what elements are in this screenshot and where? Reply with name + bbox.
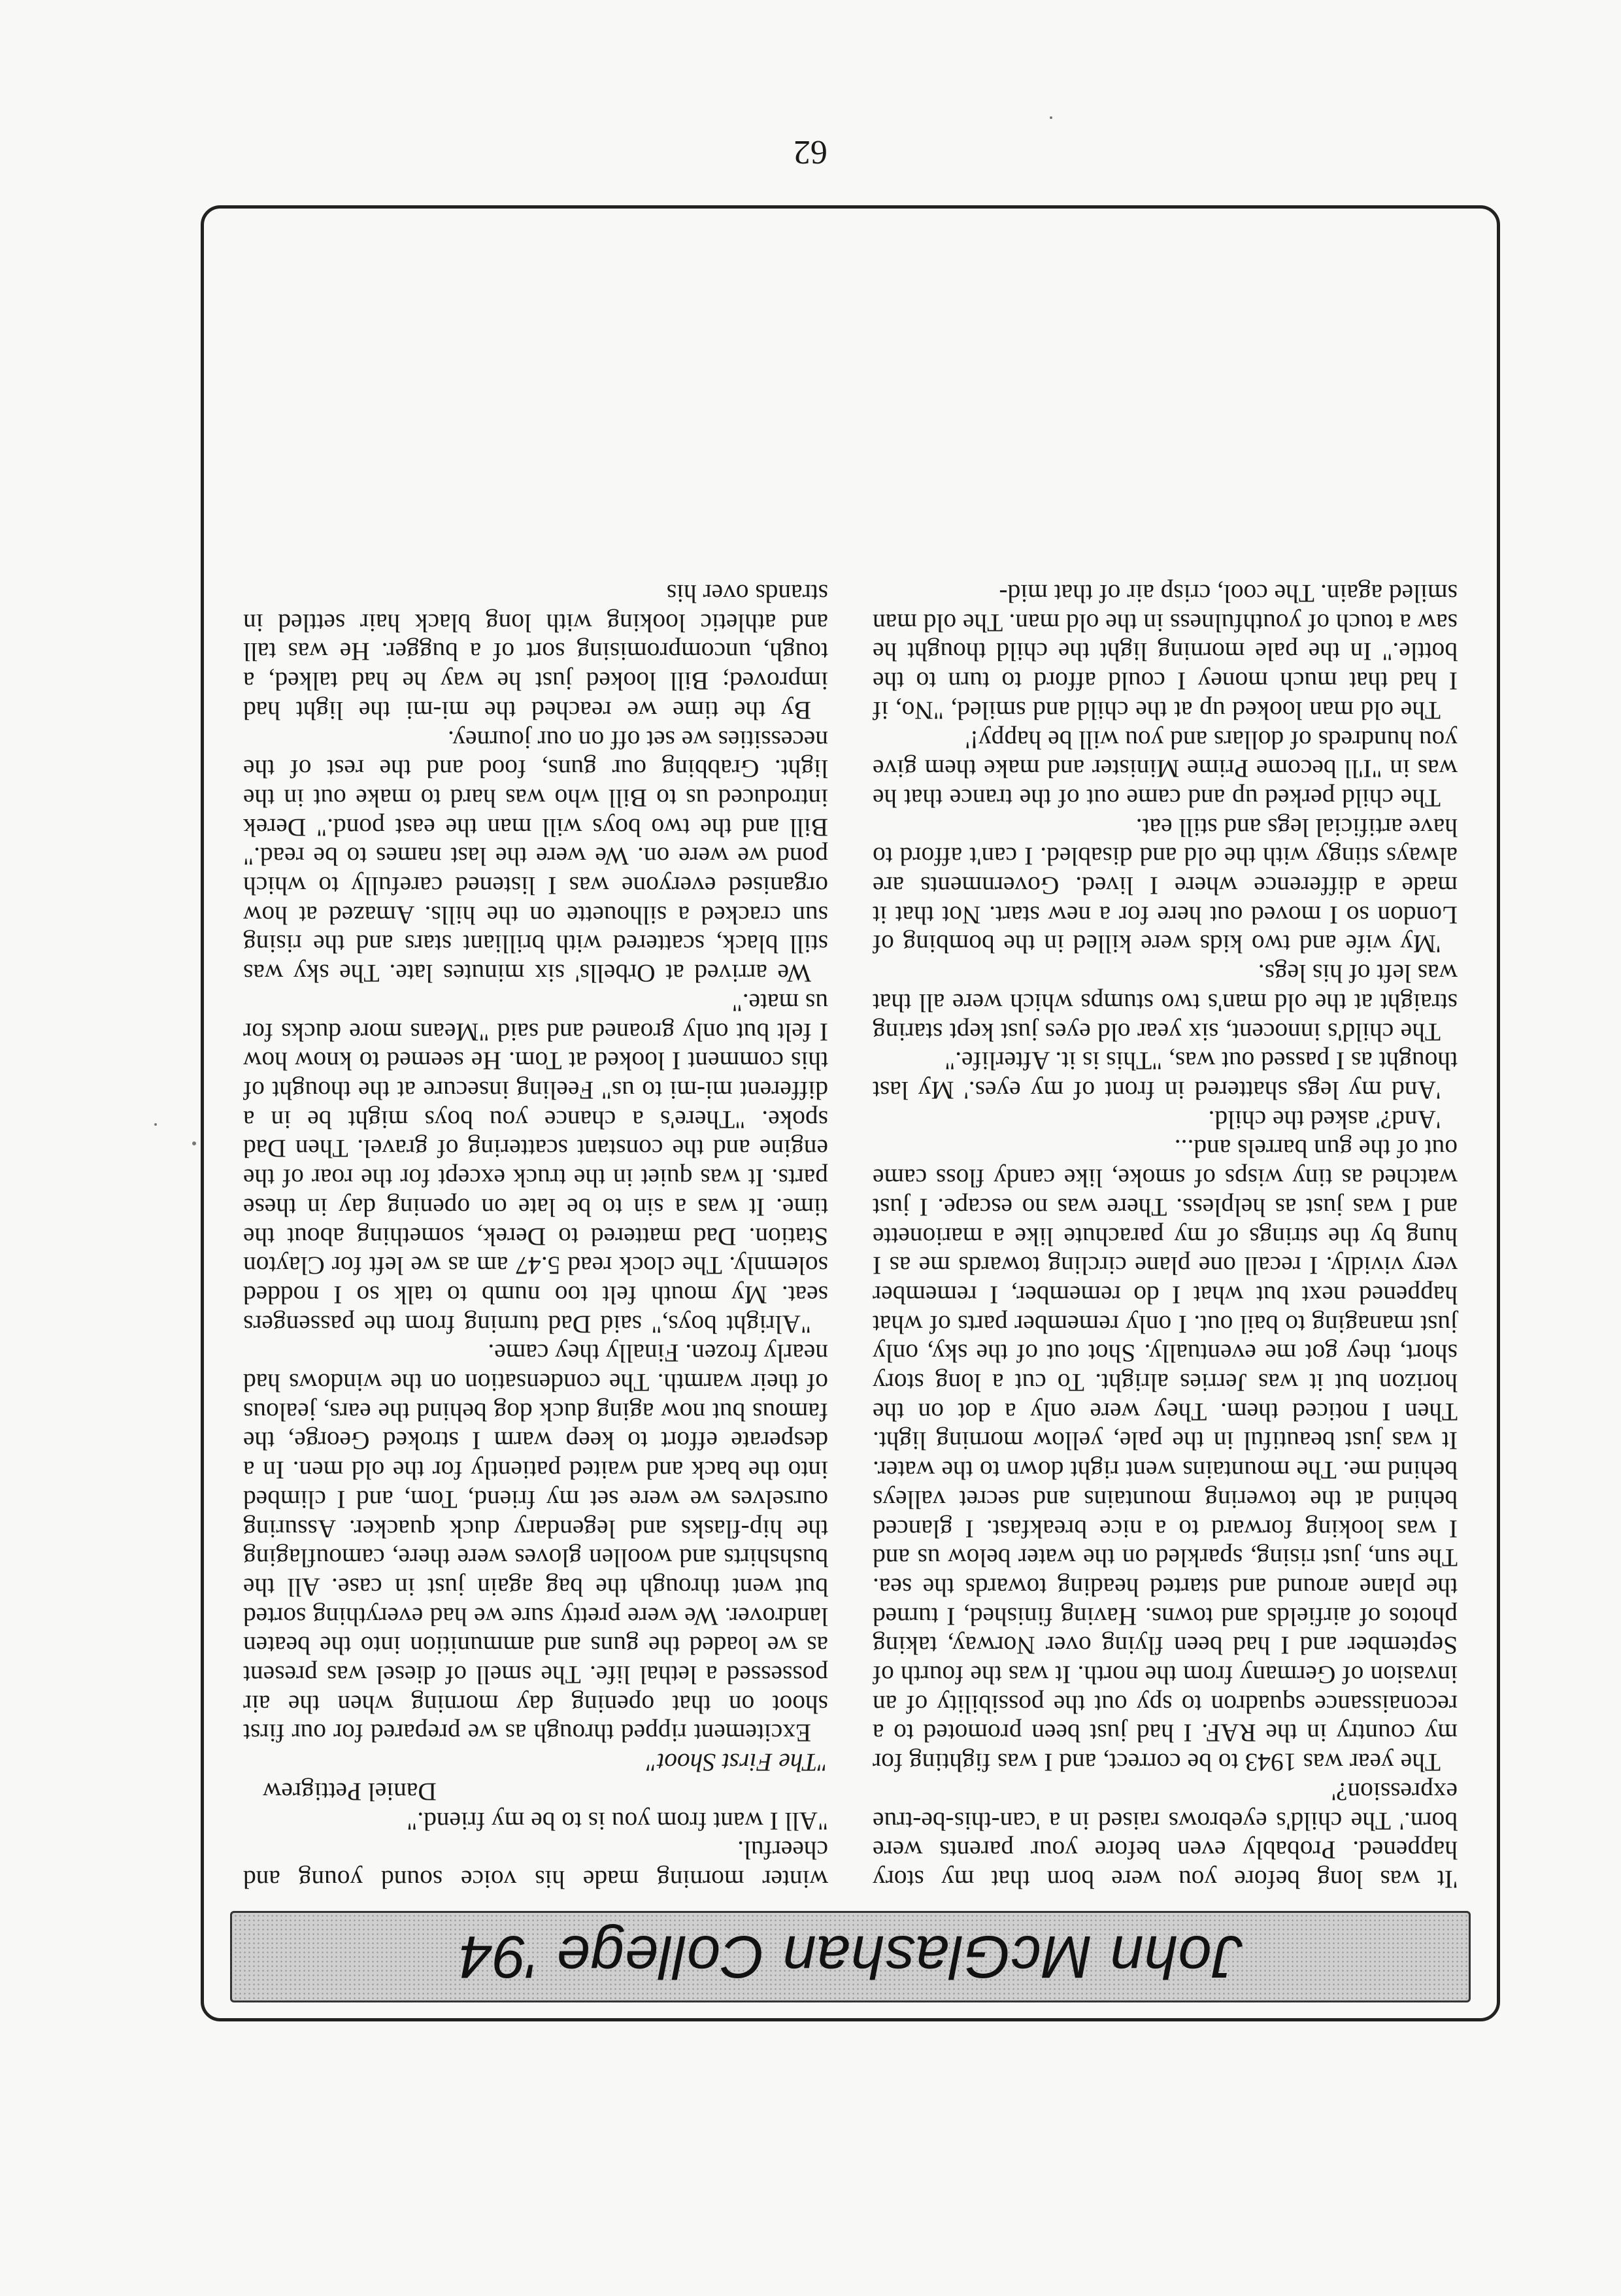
story-paragraph: The child perked up and came out of the trance that he was in "I'll become Prime Minister and make them give you hundreds of dollars and you will be happy!' xyxy=(873,725,1458,813)
story-paragraph: The year was 1943 to be correct, and I was fighting for my country in the RAF. I had just been promoted to a reconaissance squadron to spy out the possibility of an invasion of Germany from the north. It was the fourth of September and I had been flying over Norway, taking photos of airfields and towns. Having finished, I turned the plane around and started heading towards the sea. The sun, just rising, sparkled on the water below us and I was looking forward to a nice breakfast. I glanced behind at the towering mountains and secret valleys behind me. The mountains went right down to the water. It was just beautiful in the pale, yellow morning light. Then I noticed them. They were only a dot on the horizon but it was Jerries alright. To cut a long story short, they got me eventually. Shot out of the sky, only just managing to bail out. I only remember parts of what happened next but what I do remember, I remember very vividly. I recall one plane circling towards me as I hung by the strings of my parachute like a marionette and I was just as helpless. There was no escape. I just watched as tiny wisps of smoke, like candy floss came out of the gun barrels and... xyxy=(873,1134,1458,1778)
closing-quote: "All I want from you is to be my friend." xyxy=(407,1806,828,1836)
left-column xyxy=(873,227,1458,1894)
scan-speck xyxy=(1050,116,1052,119)
story-paragraph: We arrived at Orbells' six minutes late. The sky was still black, scattered with brilliant stars and the rising sun cracked a silhouette on the hills. Amazed at how organised everyone was I listened carefully to which pond we were on. We were the last names to be read." Bill and the two boys will man the east pond." Derek introduced us to Bill who was hard to make out in the light. Grabbing our guns, food and the rest of the necessities we set off on our journey. xyxy=(243,725,828,988)
story-title: "The First Shoot" xyxy=(646,1748,828,1778)
story-paragraph: The old man looked up at the child and smiled, "No, if I had that much money I could afford to turn to the bottle." In the pale morning light the child thought he saw a touch of youthfulness in the old man. The old man smiled again. The cool, crisp air of that mid- xyxy=(873,579,1458,725)
scan-speck xyxy=(192,1141,196,1145)
story-continuation: winter morning made his voice sound young and cheerful. xyxy=(243,1836,828,1894)
banner-title: John McGlashan College '94 xyxy=(458,1923,1243,1991)
story-paragraph: 'It was long before you were born that my story happened. Probably even before your parents were born.' The child's eyebrows raised in a 'can-this-be-true expression?' xyxy=(873,1777,1458,1894)
page-number: 62 xyxy=(794,133,827,171)
college-banner xyxy=(230,1911,1471,2002)
story-paragraph: 'And my legs shattered in front of my eyes.' My last thought as I passed out was, "This is it. Afterlife." xyxy=(873,1047,1458,1106)
story-paragraph: 'My wife and two kids were killed in the bombing of London so I moved out here for a new start. Not that it made a difference where I lived. Governments are always stingy with the old and disabled. I can't afford to have artificial legs and still eat. xyxy=(873,813,1458,959)
text-columns xyxy=(243,227,1458,1894)
content-frame xyxy=(201,205,1500,2021)
right-column xyxy=(243,227,828,1894)
scan-speck xyxy=(154,1123,157,1126)
story-paragraph: Excitement ripped through as we prepared for our first shoot on that opening day morning when the air possessed a lethal life. The smell of diesel was present as we loaded the guns and ammunition into the beaten landrover. We were pretty sure we had everything sorted but went through the bag again just in case. All the bushshirts and woollen gloves were there, camouflaging the hip-flasks and legendary duck quacker. Assuring ourselves we were set my friend, Tom, and I climbed into the back and waited patiently for the old men. In a desperate effort to keep warm I stroked George, the famous but now aging duck dog behind the ears, jealous of their warmth. The condensation on the windows had nearly frozen. Finally they came. xyxy=(243,1339,828,1748)
story-paragraph: "Alright boys," said Dad turning from the passengers seat. My mouth felt too numb to talk so I nodded solemnly. The clock read 5.47 am as we left for Clayton Station. Dad mattered to Derek, something about the time. It was a sin to be late on opening day in these parts. It was quiet in the truck except for the roar of the engine and the constant scattering of gravel. Then Dad spoke. "There's a chance you boys might be in a different mi-mi to us" Feeling insecure at the thought of this comment I looked at Tom. He seemed to know how I felt but only groaned and said "Means more ducks for us mate." xyxy=(243,988,828,1339)
story-paragraph: 'And?' asked the child. xyxy=(1208,1105,1441,1134)
author-name: Daniel Pettigrew xyxy=(263,1777,437,1806)
story-paragraph: By the time we reached the mi-mi the light had improved; Bill looked just he way he had talked, a tough, uncompromising sort of a bugger. He was tall and athletic looking with long black hair settled in strands over his xyxy=(243,579,828,725)
story-paragraph: The child's innocent, six year old eyes just kept staring straight at the old man's two stumps which were all that was left of his legs. xyxy=(873,959,1458,1047)
